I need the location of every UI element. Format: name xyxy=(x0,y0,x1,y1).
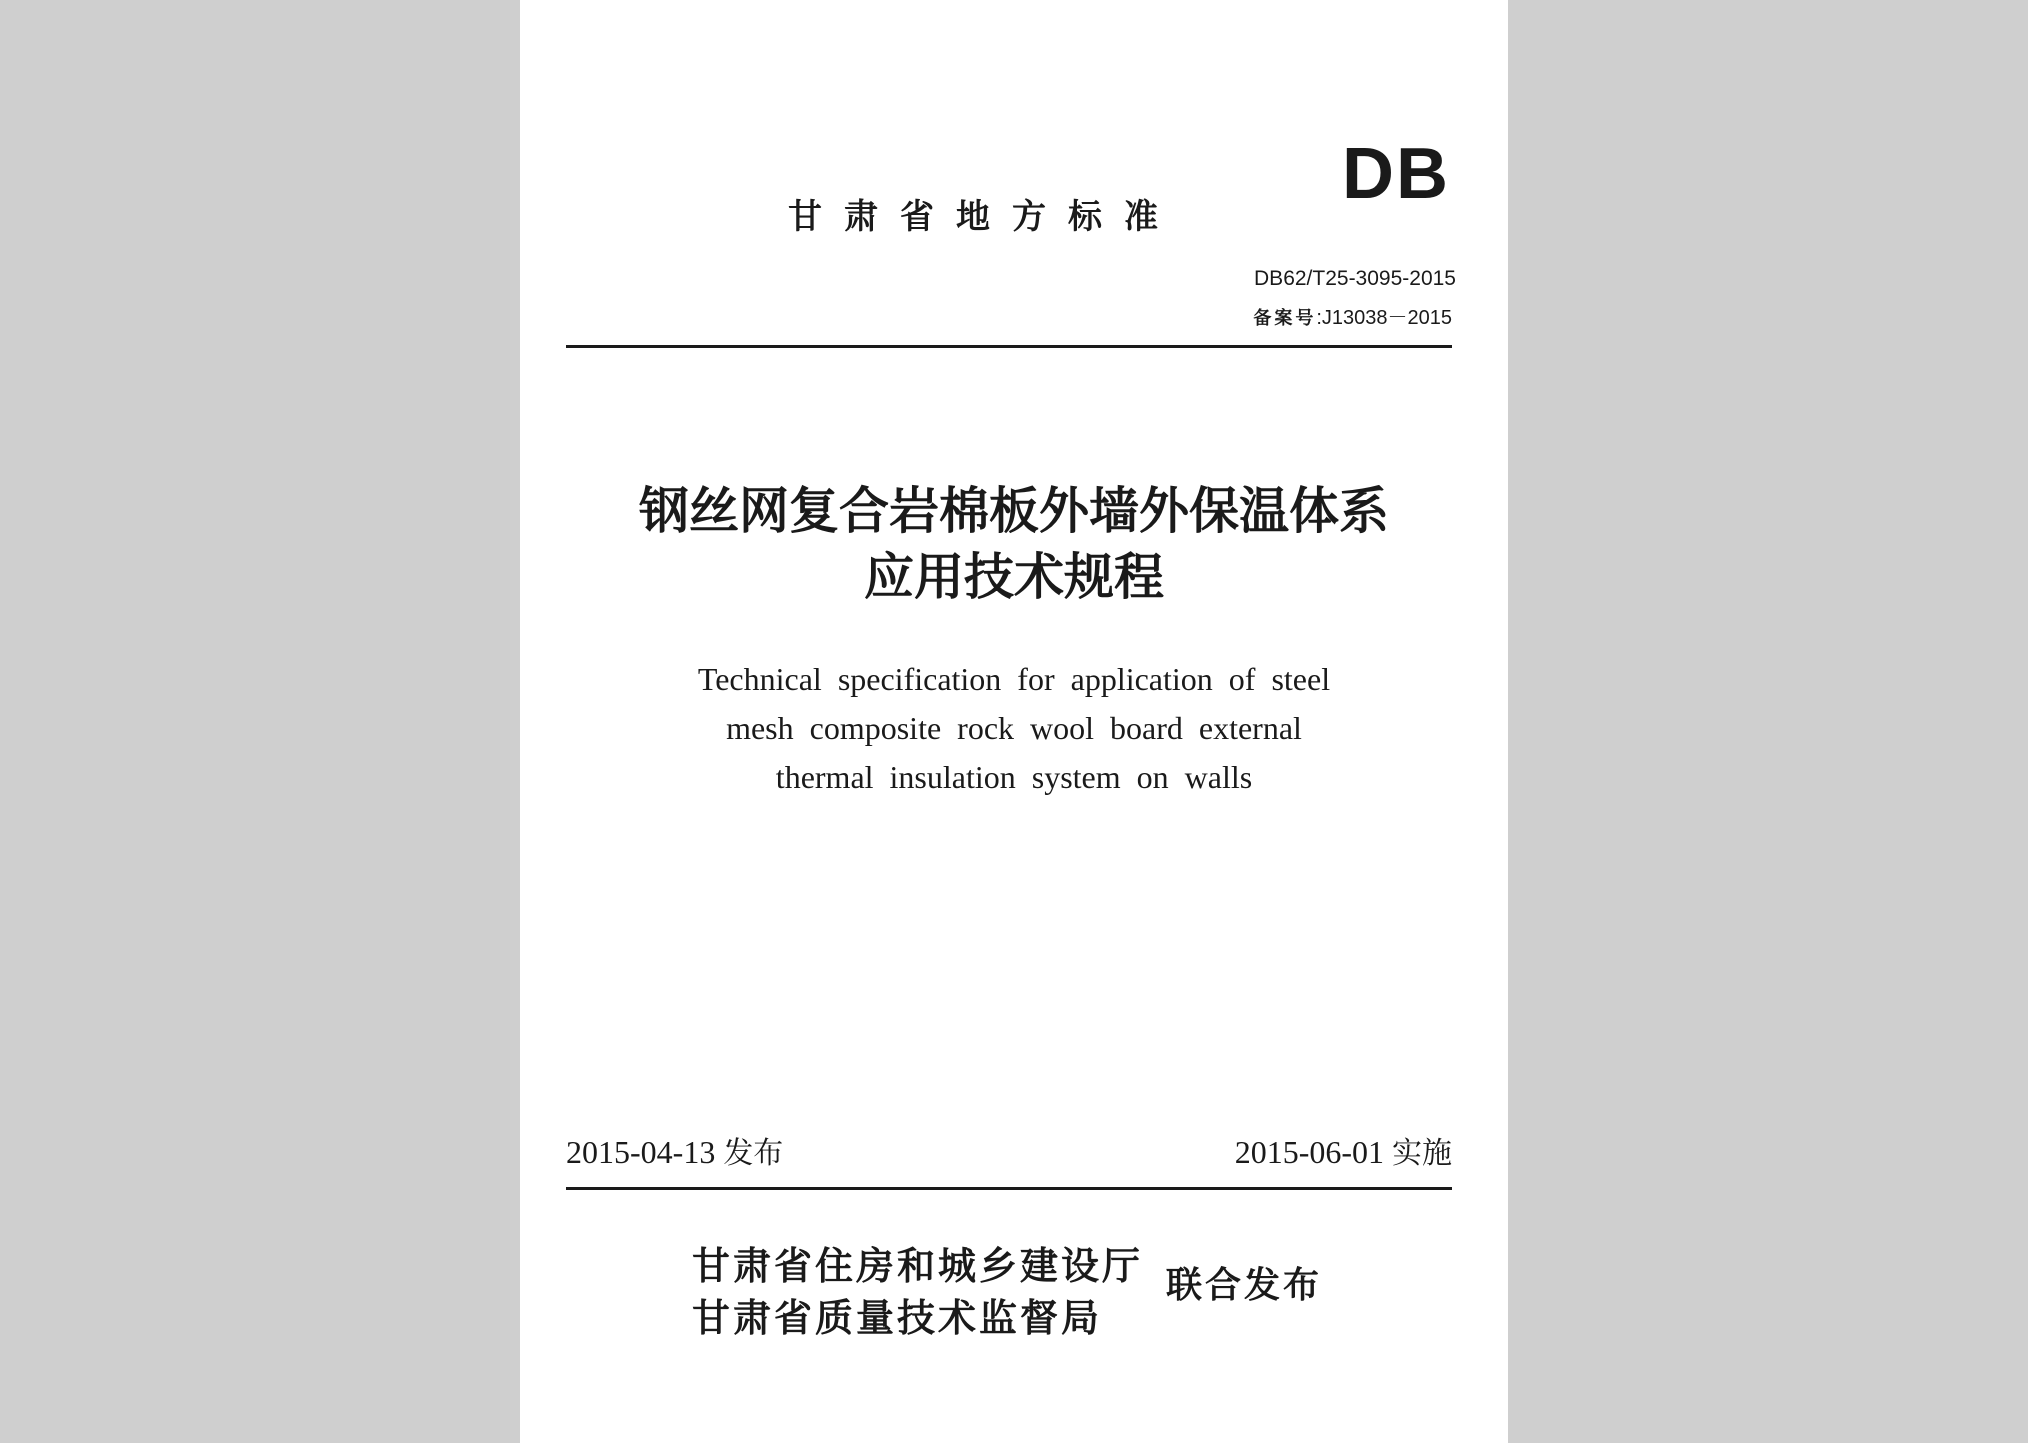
issue-date-value: 2015-04-13 xyxy=(566,1134,716,1170)
filing-number xyxy=(1253,308,1452,328)
implement-date-label: 实施 xyxy=(1392,1136,1452,1171)
title-cn-line2: 应用技术规程 xyxy=(864,547,1164,606)
issue-date xyxy=(566,1136,783,1169)
bottom-divider xyxy=(566,1187,1452,1190)
joint-issue-label: 联合发布 xyxy=(1166,1265,1323,1306)
issuing-organizations xyxy=(692,1240,1143,1344)
standard-number: DB62/T25-3095-2015 xyxy=(1254,267,1456,290)
issue-date-label: 发布 xyxy=(723,1136,784,1171)
standard-classification-text: 甘肃省地方标准 xyxy=(788,197,1180,237)
issuer-quality-bureau: 甘肃省质量技术监督局 xyxy=(692,1296,1103,1340)
top-divider xyxy=(566,345,1452,348)
title-en xyxy=(520,655,1508,802)
issuer-housing-department: 甘肃省住房和城乡建设厅 xyxy=(692,1244,1144,1288)
filing-value: :J13038－2015 xyxy=(1316,307,1452,329)
implement-date xyxy=(1235,1136,1452,1169)
title-en-line3: thermal insulation system on walls xyxy=(775,759,1253,795)
title-en-line1: Technical specification for application of steel xyxy=(697,661,1331,697)
title-cn-line1: 钢丝网复合岩棉板外墙外保温体系 xyxy=(639,481,1389,540)
title-en-line2: mesh composite rock wool board external xyxy=(726,710,1302,746)
document-cover xyxy=(520,0,1508,1443)
filing-label: 备案号 xyxy=(1253,308,1317,329)
implement-date-value: 2015-06-01 xyxy=(1234,1134,1384,1170)
db-logo: DB xyxy=(1342,134,1450,214)
standard-classification xyxy=(520,197,1508,237)
